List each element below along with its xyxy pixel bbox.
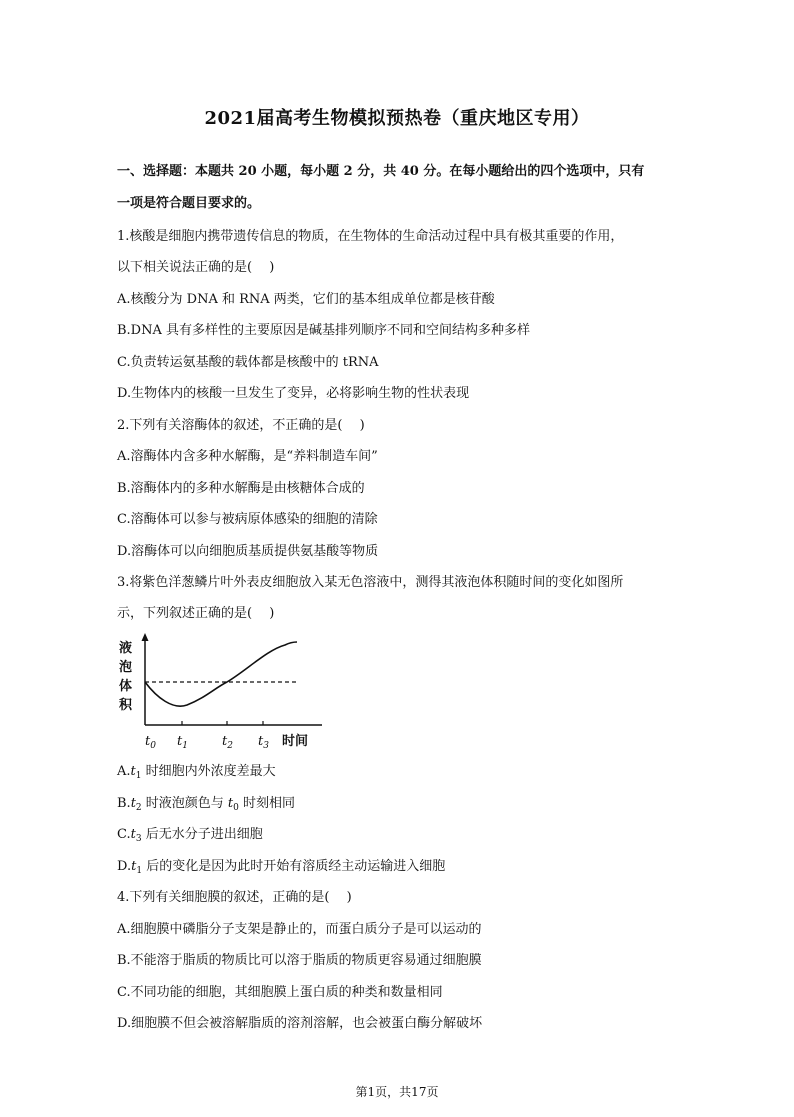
q3-option-b: $B.t_2$ 时液泡颜色与 $t_0$ 时刻相同 [117, 796, 296, 813]
tick-label-t1: $t_1$ [177, 734, 188, 751]
q2-stem: 2.下列有关溶酶体的叙述，不正确的是( ) [117, 418, 365, 433]
y-axis-label-char: 体 [119, 679, 133, 694]
q1-stem-line1: 1.核酸是细胞内携带遗传信息的物质，在生物体的生命活动过程中具有极其重要的作用， [117, 229, 624, 244]
q1-option-c: C.负责转运氨基酸的载体都是核酸中的 tRNA [117, 355, 379, 370]
y-axis-arrow [142, 633, 149, 641]
q3-stem-line2: 示，下列叙述正确的是( ) [117, 606, 275, 621]
q1-option-d: D.生物体内的核酸一旦发生了变异，必将影响生物的性状表现 [117, 386, 470, 401]
q3-stem-line1: 3.将紫色洋葱鳞片叶外表皮细胞放入某无色溶液中，测得其液泡体积随时间的变化如图所 [117, 575, 624, 590]
q1-option-a: A.核酸分为 DNA 和 RNA 两类，它们的基本组成单位都是核苷酸 [117, 292, 495, 307]
q3-option-a: $A.t_1$ 时细胞内外浓度差最大 [117, 764, 276, 781]
q3-option-c: $C.t_3$ 后无水分子进出细胞 [117, 827, 263, 844]
q1-option-b: B.DNA 具有多样性的主要原因是碱基排列顺序不同和空间结构多种多样 [117, 323, 531, 338]
page-title: 2021届高考生物模拟预热卷（重庆地区专用） [204, 108, 590, 129]
y-axis-label-char: 液 [119, 641, 133, 656]
tick-label-t0: $t_0$ [145, 734, 156, 751]
y-axis-label-char: 积 [119, 698, 133, 713]
volume-curve [145, 642, 297, 706]
y-axis-label-char: 泡 [119, 660, 133, 675]
q2-option-c: C.溶酶体可以参与被病原体感染的细胞的清除 [117, 512, 378, 527]
section-heading-line1: 一、选择题：本题共 20 小题，每小题 2 分，共 40 分。在每小题给出的四个选项中，只有 [117, 164, 645, 179]
tick-label-t2: $t_2$ [222, 734, 233, 751]
q3-option-d: $D.t_1$ 后的变化是因为此时开始有溶质经主动运输进入细胞 [117, 859, 446, 876]
x-axis-label: 时间 [282, 734, 309, 749]
q4-stem: 4.下列有关细胞膜的叙述，正确的是( ) [117, 890, 352, 905]
q4-option-d: D.细胞膜不但会被溶解脂质的溶剂溶解，也会被蛋白酶分解破坏 [117, 1016, 483, 1031]
q2-option-b: B.溶酶体内的多种水解酶是由核糖体合成的 [117, 481, 365, 496]
vacuole-volume-graph [117, 632, 327, 756]
q2-option-a: A.溶酶体内含多种水解酶，是“养料制造车间” [117, 449, 378, 464]
q4-option-c: C.不同功能的细胞，其细胞膜上蛋白质的种类和数量相同 [117, 985, 443, 1000]
section-heading-line2: 一项是符合题目要求的。 [117, 196, 261, 211]
q2-option-d: D.溶酶体可以向细胞质基质提供氨基酸等物质 [117, 544, 379, 559]
q4-option-a: A.细胞膜中磷脂分子支架是静止的，而蛋白质分子是可以运动的 [117, 922, 482, 937]
tick-label-t3: $t_3$ [258, 734, 269, 751]
q1-stem-line2: 以下相关说法正确的是( ) [117, 260, 275, 275]
q4-option-b: B.不能溶于脂质的物质比可以溶于脂质的物质更容易通过细胞膜 [117, 953, 482, 968]
page-number-footer: 第1页，共17页 [355, 1085, 439, 1099]
